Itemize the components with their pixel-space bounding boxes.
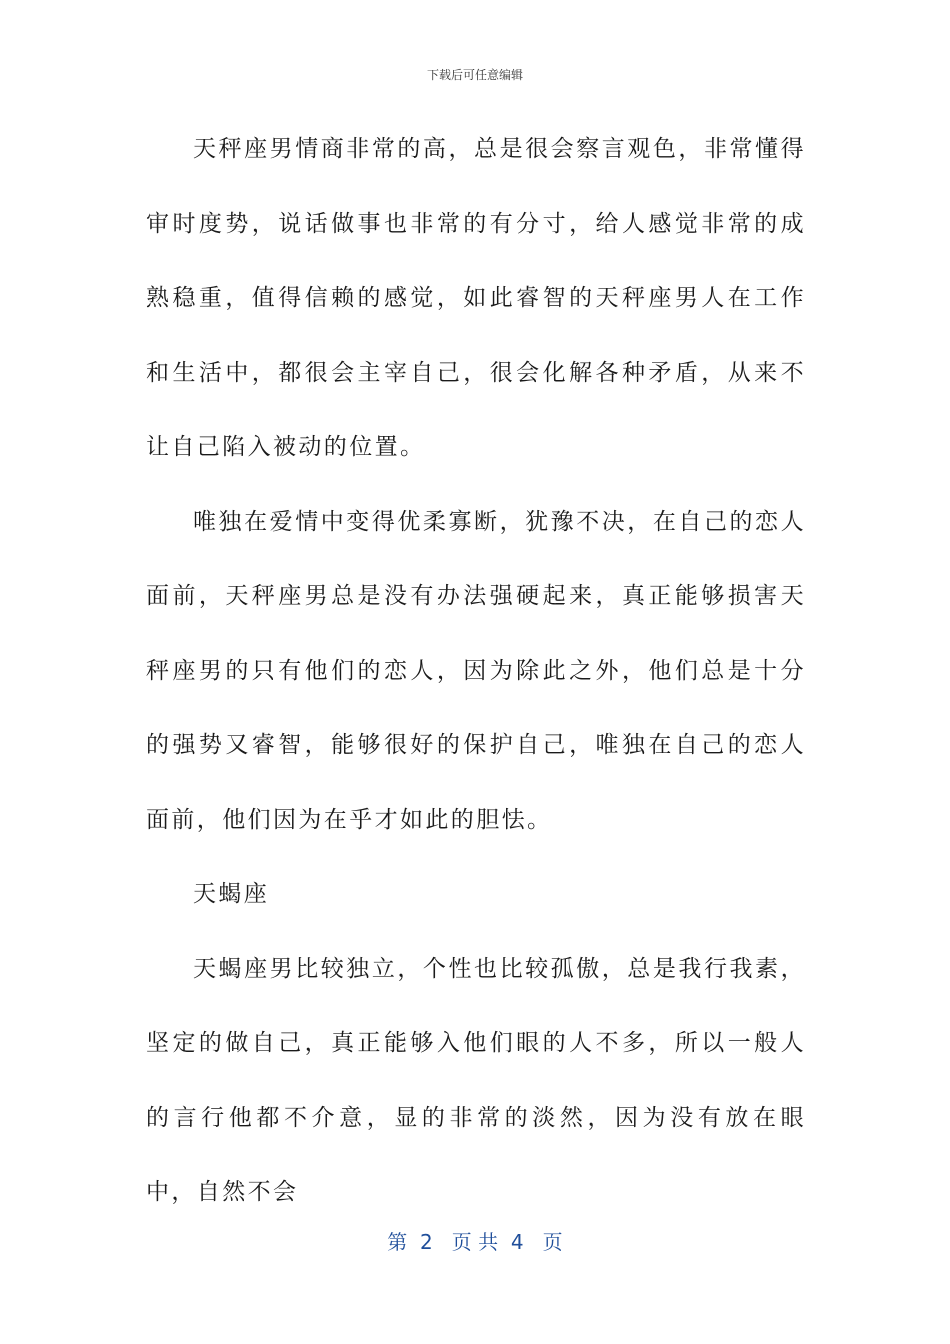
paragraph-libra-personality: 天秤座男情商非常的高，总是很会察言观色，非常懂得审时度势，说话做事也非常的有分寸，给人感觉非常的成熟稳重，值得信赖的感觉，如此睿智的天秤座男人在工作和生活中，都很会主宰自己，很会化解各种矛盾，从来不让自己陷入被动的位置。 xyxy=(146,136,806,460)
page-number-footer: 第 2 页 共 4 页 xyxy=(387,1230,563,1254)
page-header: 下载后可任意编辑 xyxy=(426,68,523,82)
paragraph-libra-love: 唯独在爱情中变得优柔寡断，犹豫不决，在自己的恋人面前，天秤座男总是没有办法强硬起来，真正能够损害天秤座男的只有他们的恋人，因为除此之外，他们总是十分的强势又睿智，能够很好的保护自己，唯独在自己的恋人面前，他们因为在乎才如此的胆怯。 xyxy=(146,508,806,833)
paragraph-scorpio-personality: 天蝎座男比较独立，个性也比较孤傲，总是我行我素，坚定的做自己，真正能够入他们眼的人不多，所以一般人的言行他都不介意，显的非常的淡然，因为没有放在眼中，自然不会 xyxy=(146,955,806,1205)
section-heading-scorpio: 天蝎座 xyxy=(193,881,270,907)
document-body xyxy=(146,112,806,1230)
